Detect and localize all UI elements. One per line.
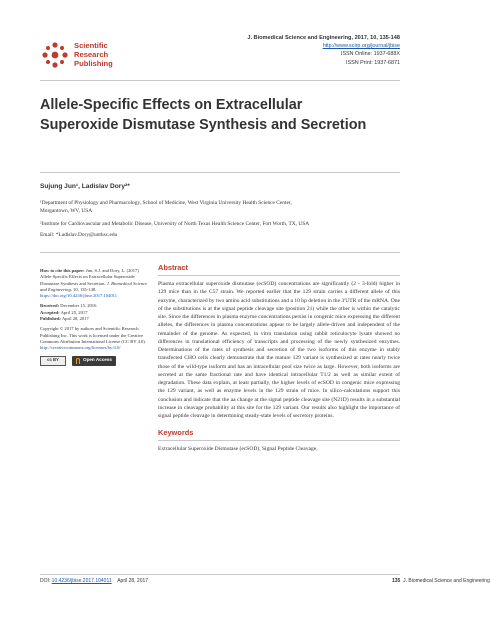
license-badges: [40, 356, 150, 366]
footer-date: April 28, 2017: [117, 578, 149, 584]
logo-line: Publishing: [74, 59, 113, 68]
footer-journal: J. Biomedical Science and Engineering: [403, 578, 490, 584]
citation-label: How to cite this paper:: [40, 268, 85, 273]
article-sidebar: [40, 268, 150, 366]
license-link[interactable]: http://creativecommons.org/licenses/by/4.0/: [40, 345, 121, 351]
affiliation-2: ²Institute for Cardiovascular and Metabolic Disease, University of North Texas Health Science Center, Fort Worth, TX, USA: [40, 221, 310, 227]
abstract-text: Plasma extracellular superoxide dismutase (ecSOD) concentrations are significantly (2 - 3-fold) higher in 129 mice than in the C57 strain. We reported earlier that the 129 strain carries a different allele of this enzyme, characterized by two amino acid substitutions and a 10 bp deletion in the 3'UTR of the mRNA. One of the substitutions is at the signal peptide cleavage site (position 21) while the other is within the catalytic site. Since the differences in plasma enzyme concentrations persist in congenic mice expressing the different alleles, the differences in plasma concentrations appear to be largely allele-driven and independent of the remainder of the genome. As expected, in vitro translation using rabbit reticulocyte lysate showed no differences in translational efficiency of transcripts and processing of the newly synthesized enzymes. Determinations of the rates of synthesis and secretion of the two isoforms of this enzyme in stably transfected CHO cells clearly demonstrate that the mature 129 variant is synthesized at rates nearly twice those of the wild-type isoform and has an intracellular pool size twice as large. However, both isoforms are secreted at the same fractional rate and have identical intracellular T1/2 as well as similar extent of degradation. These data explain, at least partially, the higher levels of ecSOD in congenic mice expressing the 129 variant, as well as enzyme levels in the 129 strain of mice. In silico-calculations support this conclusion and indicate that the aa change at the signal peptide cleavage site (N21D) results in a substantial increase in cleavage probability at this site for the 129 variant. Our results also highlight the importance of signal peptide cleavage in determining steady-state levels of secretory proteins.: [158, 281, 400, 419]
footer-page-info: [392, 578, 490, 584]
affiliation-1-line-a: ¹Department of Physiology and Pharmacology, School of Medicine, West Virginia University Health Science Center,: [40, 200, 292, 206]
cc-by-badge[interactable]: cc BY: [40, 356, 66, 366]
open-lock-icon: [76, 358, 80, 364]
copyright-text: Copyright © 2017 by authors and Scientific Research Publishing Inc. This work is licensed under the Creative Commons Attribution International License (CC BY 4.0).: [40, 326, 146, 344]
published-label: Published:: [40, 316, 61, 322]
journal-name: J. Biomedical Science and Engineering, 2017, 10, 135-148: [247, 35, 400, 41]
logo-line: Scientific: [74, 41, 108, 50]
affiliation-1: [40, 199, 400, 215]
publisher-logo-text: [74, 41, 113, 68]
keywords-divider: [158, 440, 400, 441]
keywords-heading: Keywords: [158, 428, 194, 438]
citation-text: Jun, S.J. and Dory, L. (2017) Allele-Specific Effects on Extracellular Superoxide Dismutase Synthesis and Secretion.: [40, 268, 139, 286]
received-label: Received:: [40, 303, 60, 309]
title-divider: [40, 172, 400, 173]
dates-block: [40, 303, 150, 322]
abstract-divider: [158, 275, 400, 276]
citation-block: [40, 268, 150, 299]
issn-print: ISSN Print: 1937-6871: [346, 59, 400, 66]
received-date: December 15, 2016: [60, 303, 97, 309]
publisher-logo-icon: [40, 40, 70, 70]
logo-line: Research: [74, 50, 109, 59]
open-access-label: Open Access: [83, 357, 112, 363]
footer-doi-link[interactable]: 10.4236/jbise.2017.104011: [51, 578, 112, 584]
footer-doi-label: DOI:: [40, 578, 51, 584]
abstract-heading: Abstract: [158, 263, 188, 272]
published-date: April 28, 2017: [61, 316, 89, 322]
article-title: Allele-Specific Effects on Extracellular Superoxide Dismutase Synthesis and Secretion: [40, 97, 367, 133]
footer-divider: [40, 574, 400, 575]
copyright-block: [40, 326, 150, 351]
header-divider: [40, 80, 400, 81]
open-access-badge: [72, 356, 116, 366]
author-email[interactable]: Email: *Ladislav.Dory@unthsc.edu: [40, 232, 118, 238]
article-authors: Sujung Jun¹, Ladislav Dory²*: [40, 183, 130, 190]
citation-doi-link[interactable]: https://doi.org/10.4236/jbise.2017.104011: [40, 293, 118, 299]
page-footer: [40, 578, 490, 584]
accepted-date: April 25, 2017: [60, 309, 88, 315]
publisher-logo[interactable]: [40, 38, 120, 72]
affiliation-1-line-b: Morgantown, WV, USA: [40, 208, 93, 215]
journal-url-link[interactable]: http://www.scirp.org/journal/jbise: [322, 43, 400, 50]
footer-page-number: 135: [392, 578, 401, 584]
journal-info: [247, 34, 400, 67]
issn-online: ISSN Online: 1937-688X: [340, 51, 400, 58]
article-main-column: [158, 263, 400, 453]
keywords-text: Extracellular Superoxide Dismutase (ecSOD), Signal Peptide Cleavage,: [158, 446, 318, 453]
authors-divider: [40, 252, 400, 253]
citation-volume: , 10, 135-148.: [70, 286, 97, 292]
accepted-label: Accepted:: [40, 309, 60, 315]
citation-journal: J. Biomedical Science and Engineering: [40, 280, 148, 292]
